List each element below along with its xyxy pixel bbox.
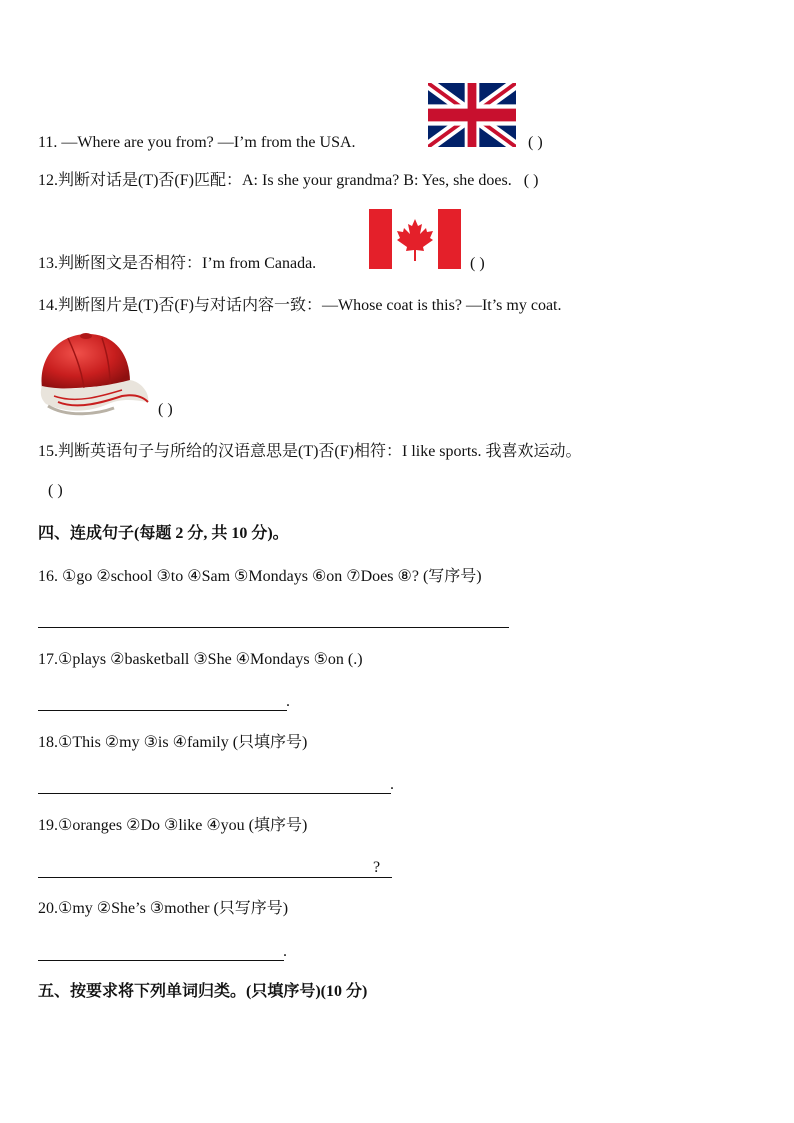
question-14	[38, 296, 562, 316]
question-18	[38, 733, 307, 753]
section-5-heading-text: 五、按要求将下列单词归类。(只填序号)(10 分)	[38, 983, 368, 1000]
answer-parentheses: ( )	[48, 482, 63, 499]
answer-line-18[interactable]	[38, 793, 391, 794]
question-12-answer[interactable]: ( )	[523, 172, 539, 189]
question-13-answer[interactable]	[470, 254, 485, 274]
question-12-text: 12.判断对话是(T)否(F)匹配：A: Is she your grandma? B: Yes, she does.	[38, 172, 512, 189]
question-20	[38, 899, 288, 919]
question-11-text: 11. —Where are you from? —I’m from the USA.	[38, 134, 356, 151]
answer-line-17[interactable]	[38, 710, 287, 711]
section-4-heading-text: 四、连成句子(每题 2 分, 共 10 分)。	[38, 525, 289, 542]
question-20-text: 20.①my ②She’s ③mother (只写序号)	[38, 900, 289, 917]
question-13-text: 13.判断图文是否相符：I’m from Canada.	[38, 255, 317, 272]
question-13	[38, 254, 316, 274]
section-5-heading	[38, 982, 367, 1002]
question-18-text: 18.①This ②my ③is ④family (只填序号)	[38, 734, 308, 751]
canada-flag-icon	[369, 209, 461, 269]
uk-flag-icon	[428, 83, 516, 147]
answer-line-17-end: .	[286, 693, 290, 710]
answer-line-19-end: ?	[373, 859, 381, 876]
question-19	[38, 816, 307, 836]
question-14-text: 14.判断图片是(T)否(F)与对话内容一致：—Whose coat is this? —It’s my coat.	[38, 297, 562, 314]
answer-line-19[interactable]	[38, 877, 392, 878]
answer-line-16[interactable]	[38, 627, 509, 628]
answer-parentheses: ( )	[470, 255, 485, 272]
section-4-heading	[38, 524, 289, 544]
answer-parentheses: ( )	[158, 401, 173, 418]
question-17	[38, 650, 363, 670]
question-15-answer[interactable]	[48, 481, 63, 501]
question-11-answer[interactable]	[528, 133, 543, 153]
question-11	[38, 133, 356, 153]
answer-parentheses: ( )	[528, 134, 543, 151]
question-15	[38, 442, 582, 462]
question-16	[38, 567, 482, 587]
question-15-text: 15.判断英语句子与所给的汉语意思是(T)否(F)相符：I like sports. 我喜欢运动。	[38, 443, 582, 460]
answer-line-18-end: .	[390, 776, 394, 793]
question-19-text: 19.①oranges ②Do ③like ④you (填序号)	[38, 817, 308, 834]
answer-line-20-end: .	[283, 943, 287, 960]
question-17-text: 17.①plays ②basketball ③She ④Mondays ⑤on (.)	[38, 651, 363, 668]
question-12	[38, 171, 538, 191]
answer-line-20[interactable]	[38, 960, 284, 961]
red-cap-icon	[38, 330, 150, 420]
question-14-answer[interactable]	[158, 400, 173, 420]
question-16-text: 16. ①go ②school ③to ④Sam ⑤Mondays ⑥on ⑦Does ⑧? (写序号)	[38, 568, 482, 585]
